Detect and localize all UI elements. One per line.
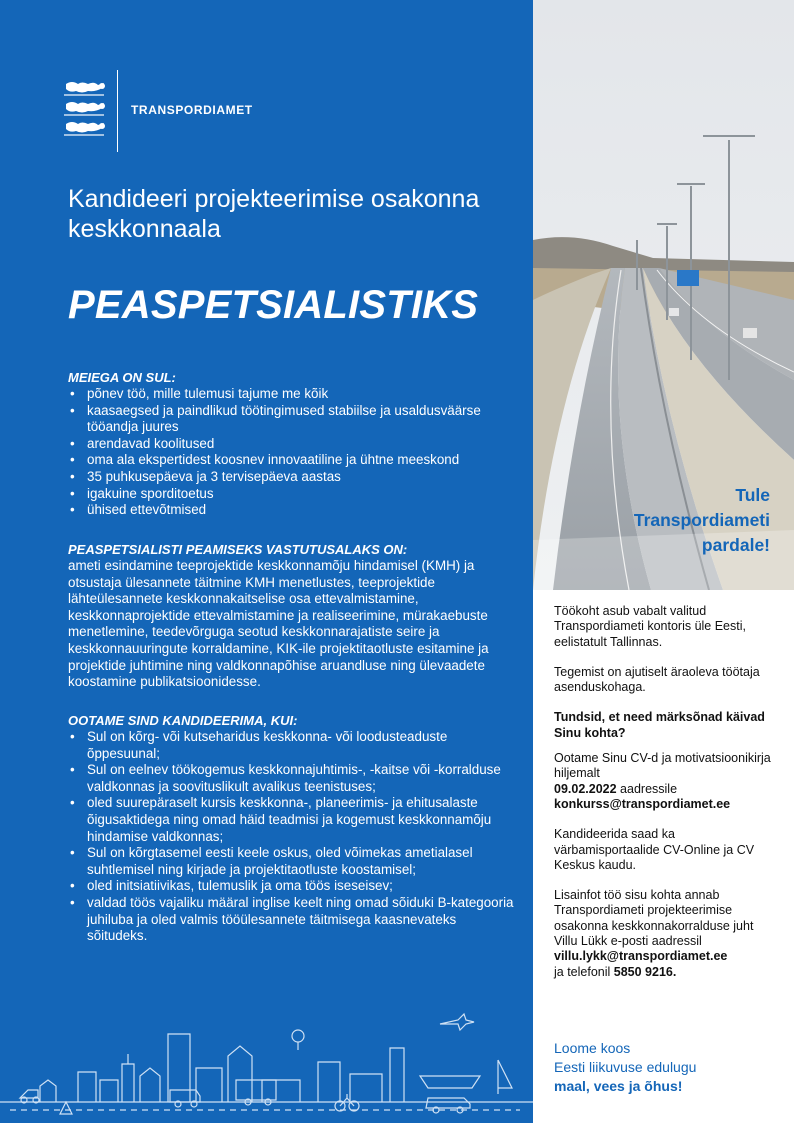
- cta-text: [634, 483, 770, 558]
- list-item: • oled suurepäraselt kursis keskkonna-, planeerimis- ja ehitusalaste õigusaktidega ning omad häid teadmisi ja kogemust keskkonnamõju hindamise valdkonnas;: [68, 795, 518, 845]
- logo-divider: [117, 70, 118, 152]
- list-item: • oma ala ekspertidest koosnev innovaatiline ja ühtne meeskond: [68, 452, 518, 469]
- deadline: 09.02.2022: [554, 781, 617, 796]
- list-item: • kaasaegsed ja paindlikud töötingimused stabiilse ja usaldusväärse tööandja juures: [68, 403, 518, 436]
- apply-block: [554, 751, 779, 812]
- offer-section: [68, 370, 518, 519]
- list-item: • Sul on kõrg- või kutseharidus keskkonna- või loodusteaduste õppesuunal;: [68, 729, 518, 762]
- slogan-line: maal, vees ja õhus!: [554, 1078, 683, 1094]
- cta-line: Transpordiameti: [633, 510, 770, 530]
- phone-label: ja telefonil: [554, 964, 611, 979]
- address-word: aadressile: [620, 781, 678, 796]
- list-item: • oled initsiatiivikas, tulemuslik ja oma töös iseseisev;: [68, 878, 518, 895]
- contact-email-label: e-posti aadressil: [610, 934, 702, 949]
- city-skyline-illustration: [0, 1010, 533, 1123]
- apply-text: Ootame Sinu CV-d ja motivatsioonikirja hiljemalt: [554, 751, 771, 781]
- offer-title: MEIEGA ON SUL:: [68, 370, 176, 385]
- offer-list: [68, 386, 518, 519]
- cta-line: Tule: [735, 485, 770, 505]
- headline: Kandideeri projekteerimise osakonna keskkonnaala: [68, 185, 480, 243]
- cta-line: pardale!: [701, 535, 770, 555]
- contact-name: Villu Lükk: [554, 934, 608, 949]
- list-item: • valdad töös vajaliku määral inglise keelt ning omad sõiduki B-kategooria juhiluba ja oled valmis tööülesannete täitmisega kaasnevateks sõitudeks.: [68, 895, 518, 945]
- list-item: • igakuine sporditoetus: [68, 486, 518, 503]
- location-text: Töökoht asub vabalt valitud Transpordiameti kontoris üle Eesti, eelistatult Tallinnas.: [554, 604, 746, 649]
- coat-of-arms-icon: [60, 78, 120, 142]
- phone-number: 5850 9216.: [613, 964, 677, 979]
- duties-title: PEASPETSIALISTI PEAMISEKS VASTUTUSALAKS ON:: [68, 542, 408, 557]
- list-item: • ühised ettevõtmised: [68, 502, 518, 519]
- contact-text: Lisainfot töö sisu kohta annab Transpordiameti projekteerimise osakonna keskkonnakorralduse juht: [554, 888, 754, 933]
- duties-text: ameti esindamine teeprojektide keskkonnamõju hindamisel (KMH) ja otsustaja ülesannete täitmine KMH menetlustes, teeprojektide lähteülesannete keskkonnakaitselise osa ettevalmistamine, keskkonnaprojektide ettevalmistamine ja realiseerimine, mürakaebuste menetlemine, teedevõrguga seotud keskkonnarajatiste seire ja keskkonnauuringute korraldamine, KIK-ile projektitaotluste esitamine ja projektide juhtimine ning valdkonnapõhise aruandluse ning ülevaadete koostamine publikatsioonidesse.: [68, 558, 489, 690]
- temporary-text: Tegemist on ajutiselt äraoleva töötaja asenduskohaga.: [554, 664, 760, 695]
- duties-section: [68, 542, 518, 691]
- contact-block: [554, 888, 779, 980]
- portals-text: Kandideerida saad ka värbamisportaalide CV-Online ja CV Keskus kaudu.: [554, 827, 755, 872]
- slogan: [554, 1039, 696, 1096]
- question-text: Tundsid, et need märksõnad käivad Sinu kohta?: [554, 710, 765, 740]
- requirements-section: [68, 713, 518, 945]
- list-item: • Sul on eelnev töökogemus keskkonnajuhtimis-, -kaitse või -korralduse valdkonnas ja soovituslikult avalikus teenistuses;: [68, 762, 518, 795]
- list-item: • Sul on kõrgtasemel eesti keele oskus, oled võimekas ametialasel suhtlemisel ning kirjade ja projektitaotluste koostamisel;: [68, 845, 518, 878]
- list-item: • põnev töö, mille tulemusi tajume me kõik: [68, 386, 518, 403]
- slogan-line: Eesti liikuvuse edulugu: [554, 1059, 697, 1075]
- sidebar-info: [554, 604, 779, 995]
- list-item: • 35 puhkusepäeva ja 3 tervisepäeva aastas: [68, 469, 518, 486]
- requirements-list: [68, 729, 518, 945]
- requirements-title: OOTAME SIND KANDIDEERIMA, KUI:: [68, 713, 298, 728]
- list-item: • arendavad koolitused: [68, 436, 518, 453]
- application-email-link[interactable]: konkurss@transpordiamet.ee: [554, 796, 731, 811]
- org-name: TRANSPORDIAMET: [131, 103, 253, 117]
- slogan-line: Loome koos: [554, 1040, 631, 1056]
- position-title: PEASPETSIALISTIKS: [68, 283, 479, 327]
- contact-email-link[interactable]: villu.lykk@transpordiamet.ee: [554, 949, 728, 964]
